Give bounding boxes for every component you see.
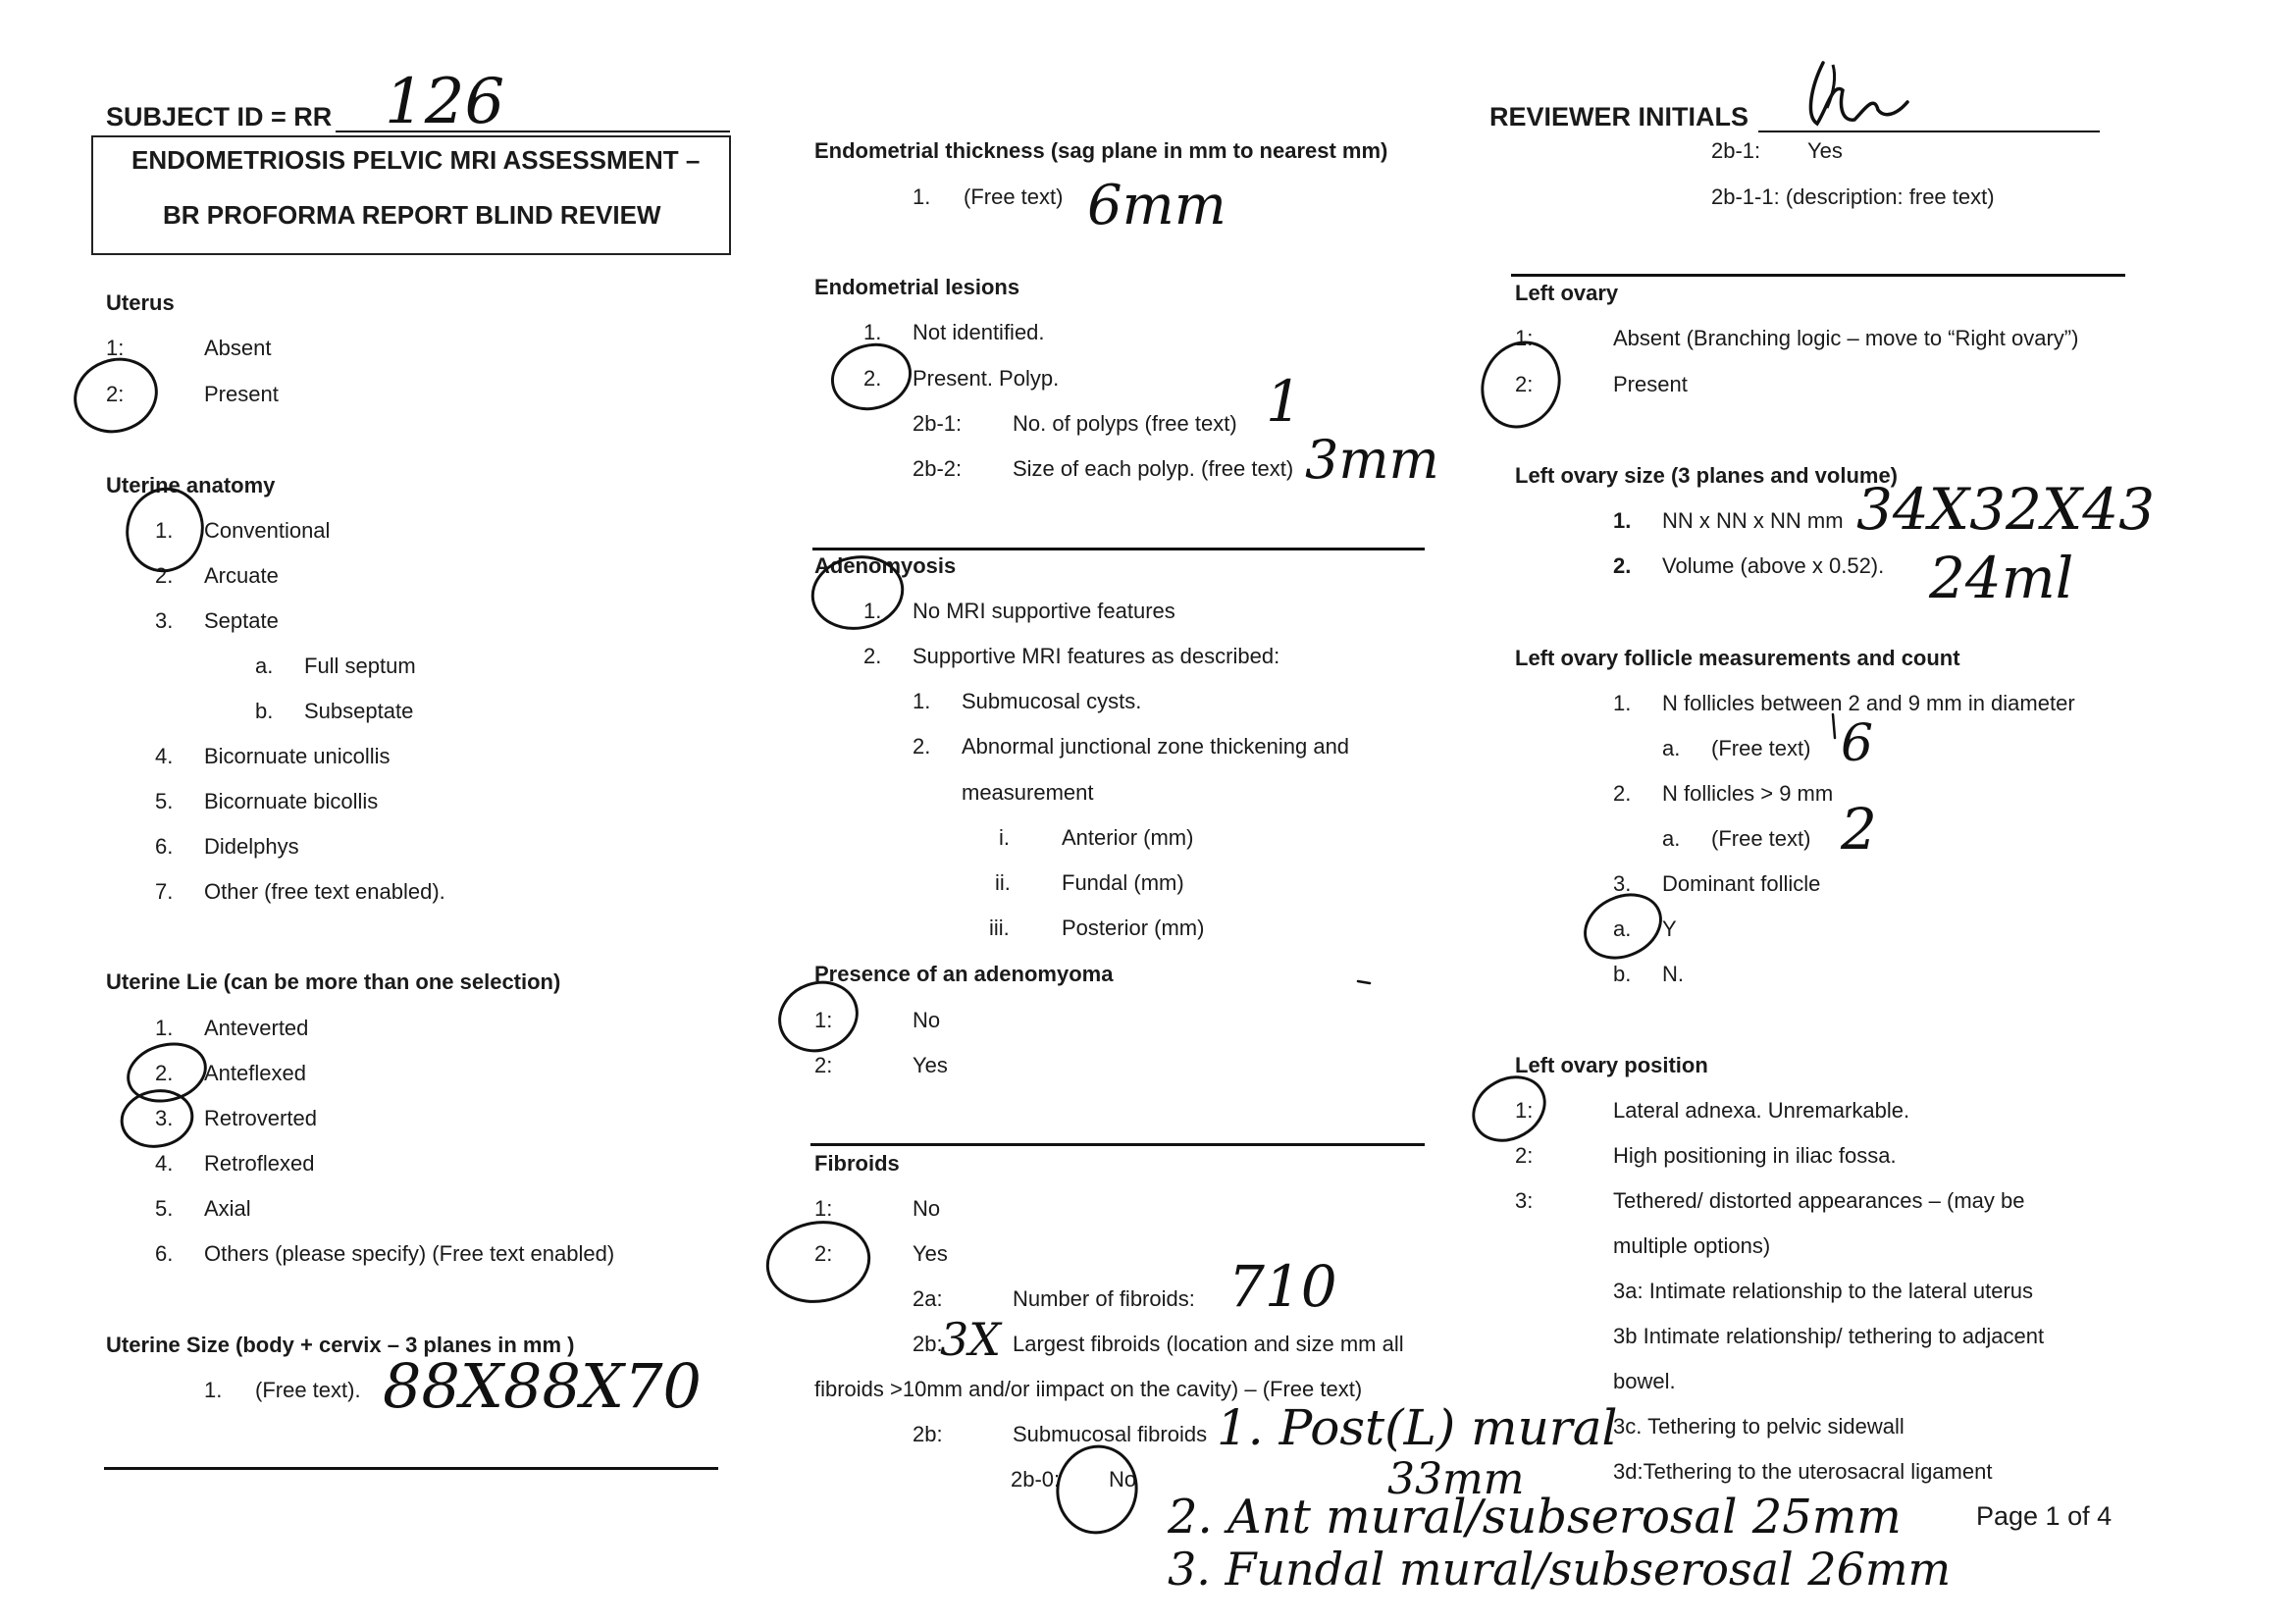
endometrial-thickness-value[interactable]: 6mm bbox=[1087, 174, 1226, 237]
adenomyoma-num: 1: bbox=[814, 1008, 833, 1032]
adenomyoma-opt-yes[interactable]: Yes bbox=[913, 1053, 948, 1077]
fibroid-count-value[interactable]: 710 bbox=[1228, 1253, 1337, 1320]
lie-opt-axial[interactable]: Axial bbox=[204, 1196, 251, 1221]
fibroids-sub-num: 2b-0: bbox=[1011, 1467, 1061, 1492]
fibroid-note-1[interactable]: 1. Post(L) mural bbox=[1217, 1399, 1618, 1456]
anatomy-num: a. bbox=[255, 654, 274, 678]
follicle-sub-num: a. bbox=[1662, 826, 1681, 851]
follicles-gt9mm-label: N follicles > 9 mm bbox=[1662, 781, 1834, 806]
endometrial-thickness-heading: Endometrial thickness (sag plane in mm to nearest mm) bbox=[814, 138, 1388, 163]
submucosal-fibroids-label: Submucosal fibroids bbox=[1013, 1422, 1208, 1446]
position-num: 3: bbox=[1515, 1188, 1534, 1213]
adenomyosis-sub-num: 2. bbox=[913, 734, 931, 759]
size-free-text-label: (Free text). bbox=[255, 1378, 361, 1402]
lie-opt-anteflexed[interactable]: Anteflexed bbox=[204, 1061, 306, 1085]
follicle-num: 3. bbox=[1613, 871, 1632, 896]
subject-id-value[interactable]: 126 bbox=[385, 66, 505, 138]
lie-num: 1. bbox=[155, 1016, 174, 1040]
fibroid-note-1-size[interactable]: 33mm bbox=[1387, 1454, 1525, 1504]
follicle-sub-num: a. bbox=[1613, 916, 1632, 941]
col3-rule-1 bbox=[1511, 274, 2125, 277]
anatomy-num: 1. bbox=[155, 518, 174, 543]
lesions-sub1-num: 2b-1: bbox=[913, 411, 963, 436]
fibroid-note-2[interactable]: 2. Ant mural/subserosal 25mm bbox=[1168, 1490, 1902, 1544]
uterine-anatomy-heading: Uterine anatomy bbox=[106, 473, 276, 497]
jz-num: i. bbox=[999, 825, 1010, 850]
polyp-size-label: Size of each polyp. (free text) bbox=[1013, 456, 1294, 481]
adenomyoma-num: 2: bbox=[814, 1053, 833, 1077]
left-ovary-opt-present[interactable]: Present bbox=[1613, 372, 1688, 396]
lie-opt-anteverted[interactable]: Anteverted bbox=[204, 1016, 309, 1040]
fibroids-num: 1: bbox=[814, 1196, 833, 1221]
anatomy-opt-bicornuate-bicollis[interactable]: Bicornuate bicollis bbox=[204, 789, 379, 813]
thickness-num: 1. bbox=[913, 184, 931, 209]
lesions-sub2-num: 2b-2: bbox=[913, 456, 963, 481]
follicle-heading: Left ovary follicle measurements and count bbox=[1515, 646, 1960, 670]
largest-fibroids-label-cont: fibroids >10mm and/or iimpact on the cavity) – (Free text) bbox=[814, 1377, 1363, 1401]
position-num: 1: bbox=[1515, 1098, 1534, 1123]
uterus-opt-absent[interactable]: Absent bbox=[204, 336, 272, 360]
left-ovary-opt-absent[interactable]: Absent (Branching logic – move to “Right ovary”) bbox=[1613, 326, 2079, 350]
page-number: Page 1 of 4 bbox=[1976, 1501, 2113, 1531]
uterus-opt2-num: 2: bbox=[106, 382, 125, 406]
position-tethered-cont: multiple options) bbox=[1613, 1233, 1771, 1258]
position-opt-3b-cont: bowel. bbox=[1613, 1369, 1676, 1393]
left-ovary-num: 2: bbox=[1515, 372, 1534, 396]
adenomyosis-heading: Adenomyosis bbox=[814, 553, 957, 578]
dominant-follicle-opt-no[interactable]: N. bbox=[1662, 962, 1684, 986]
anatomy-opt-other[interactable]: Other (free text enabled). bbox=[204, 879, 445, 904]
ovary-volume-value[interactable]: 24ml bbox=[1929, 545, 2074, 611]
size-num: 1. bbox=[204, 1378, 223, 1402]
anatomy-opt-subseptate[interactable]: Subseptate bbox=[304, 699, 414, 723]
jz-fundal[interactable]: Fundal (mm) bbox=[1062, 870, 1184, 895]
fibroids-opt-yes[interactable]: Yes bbox=[913, 1241, 948, 1266]
follicle-sub-num: a. bbox=[1662, 736, 1681, 760]
largest-fibroids-count[interactable]: 3X bbox=[940, 1313, 1002, 1366]
left-ovary-num: 1: bbox=[1515, 326, 1534, 350]
lie-num: 2. bbox=[155, 1061, 174, 1085]
lie-num: 6. bbox=[155, 1241, 174, 1266]
follicle-num: 2. bbox=[1613, 781, 1632, 806]
anatomy-num: b. bbox=[255, 699, 274, 723]
anatomy-opt-full-septum[interactable]: Full septum bbox=[304, 654, 416, 678]
circle-position-lateral bbox=[1462, 1065, 1556, 1153]
lie-opt-retroverted[interactable]: Retroverted bbox=[204, 1106, 317, 1130]
prev-section-description: 2b-1-1: (description: free text) bbox=[1711, 184, 1995, 209]
adenomyosis-opt-submucosal-cysts[interactable]: Submucosal cysts. bbox=[962, 689, 1142, 713]
adenomyosis-opt-no-features[interactable]: No MRI supportive features bbox=[913, 599, 1175, 623]
form-title-line2: BR PROFORMA REPORT BLIND REVIEW bbox=[163, 200, 661, 230]
fibroids-sub-num: 2b: bbox=[913, 1332, 943, 1356]
adenomyosis-opt-jz-thickening[interactable]: Abnormal junctional zone thickening and bbox=[962, 734, 1350, 759]
submucosal-opt-no[interactable]: No bbox=[1109, 1467, 1137, 1492]
fibroids-heading: Fibroids bbox=[814, 1151, 900, 1176]
fibroids-sub-num: 2a: bbox=[913, 1286, 943, 1311]
thickness-free-text-label: (Free text) bbox=[964, 184, 1064, 209]
reviewer-initials-label: REVIEWER INITIALS bbox=[1489, 102, 1749, 131]
reviewer-underline bbox=[1758, 131, 2100, 132]
uterus-heading: Uterus bbox=[106, 290, 175, 315]
anatomy-num: 7. bbox=[155, 879, 174, 904]
position-opt-lateral-adnexa[interactable]: Lateral adnexa. Unremarkable. bbox=[1613, 1098, 1910, 1123]
left-ovary-size-heading: Left ovary size (3 planes and volume) bbox=[1515, 463, 1899, 488]
follicles-2-9mm-free-text: (Free text) bbox=[1711, 736, 1811, 760]
prev-section-opt-yes[interactable]: Yes bbox=[1807, 138, 1843, 163]
largest-fibroids-label: Largest fibroids (location and size mm all bbox=[1013, 1332, 1404, 1356]
position-num: 2: bbox=[1515, 1143, 1534, 1168]
position-opt-3a[interactable]: 3a: Intimate relationship to the lateral uterus bbox=[1613, 1279, 2034, 1303]
dominant-follicle-opt-yes[interactable]: Y bbox=[1662, 916, 1677, 941]
follicles-2-9mm-value[interactable]: 6 bbox=[1841, 714, 1874, 773]
polyp-count-value[interactable]: 1 bbox=[1266, 368, 1302, 435]
fibroid-note-3[interactable]: 3. Fundal mural/subserosal 26mm bbox=[1168, 1543, 1952, 1596]
adenomyosis-num: 1. bbox=[863, 599, 882, 623]
follicles-2-9mm-label: N follicles between 2 and 9 mm in diameter bbox=[1662, 691, 2075, 715]
anatomy-opt-septate[interactable]: Septate bbox=[204, 608, 279, 633]
form-title-line1: ENDOMETRIOSIS PELVIC MRI ASSESSMENT – bbox=[131, 145, 701, 175]
lie-num: 5. bbox=[155, 1196, 174, 1221]
prev-section-num: 2b-1: bbox=[1711, 138, 1761, 163]
ovary-size-num: 1. bbox=[1613, 508, 1632, 533]
position-opt-3d[interactable]: 3d:Tethering to the uterosacral ligament bbox=[1613, 1459, 1993, 1484]
uterus-opt-present[interactable]: Present bbox=[204, 382, 279, 406]
subject-id-label: SUBJECT ID = RR bbox=[106, 102, 333, 131]
anatomy-num: 3. bbox=[155, 608, 174, 633]
follicles-gt9mm-free-text: (Free text) bbox=[1711, 826, 1811, 851]
lesions-num: 1. bbox=[863, 320, 882, 344]
uterine-size-value[interactable]: 88X88X70 bbox=[383, 1350, 702, 1422]
jz-num: ii. bbox=[995, 870, 1011, 895]
position-opt-3b[interactable]: 3b Intimate relationship/ tethering to adjacent bbox=[1613, 1324, 2045, 1348]
anatomy-num: 4. bbox=[155, 744, 174, 768]
adenomyoma-opt-no[interactable]: No bbox=[913, 1008, 941, 1032]
follicle-sub-num: b. bbox=[1613, 962, 1632, 986]
lie-num: 3. bbox=[155, 1106, 174, 1130]
position-opt-3c[interactable]: 3c. Tethering to pelvic sidewall bbox=[1613, 1414, 1905, 1439]
dominant-follicle-label: Dominant follicle bbox=[1662, 871, 1821, 896]
polyp-size-value[interactable]: 3mm bbox=[1305, 429, 1439, 491]
jz-num: iii. bbox=[989, 916, 1010, 940]
lie-num: 4. bbox=[155, 1151, 174, 1176]
lie-opt-others[interactable]: Others (please specify) (Free text enabled) bbox=[204, 1241, 615, 1266]
left-ovary-heading: Left ovary bbox=[1515, 281, 1619, 305]
adenomyosis-sub-num: 1. bbox=[913, 689, 931, 713]
lie-opt-retroflexed[interactable]: Retroflexed bbox=[204, 1151, 315, 1176]
anatomy-num: 2. bbox=[155, 563, 174, 588]
uterus-opt1-num: 1: bbox=[106, 336, 125, 360]
ovary-size-num: 2. bbox=[1613, 553, 1632, 578]
endometrial-lesions-heading: Endometrial lesions bbox=[814, 275, 1020, 299]
adenomyosis-opt-supportive[interactable]: Supportive MRI features as described: bbox=[913, 644, 1280, 668]
anatomy-num: 6. bbox=[155, 834, 174, 859]
anatomy-opt-arcuate[interactable]: Arcuate bbox=[204, 563, 279, 588]
follicle-num: 1. bbox=[1613, 691, 1632, 715]
anatomy-opt-bicornuate-unicollis[interactable]: Bicornuate unicollis bbox=[204, 744, 391, 768]
position-opt-high-iliac[interactable]: High positioning in iliac fossa. bbox=[1613, 1143, 1897, 1168]
col2-rule-2 bbox=[810, 1143, 1425, 1146]
lesions-opt-not-identified[interactable]: Not identified. bbox=[913, 320, 1045, 344]
jz-anterior[interactable]: Anterior (mm) bbox=[1062, 825, 1194, 850]
lesions-num: 2. bbox=[863, 366, 882, 391]
fibroid-count-label: Number of fibroids: bbox=[1013, 1286, 1195, 1311]
anatomy-opt-conventional[interactable]: Conventional bbox=[204, 518, 331, 543]
fibroids-num: 2: bbox=[814, 1241, 833, 1266]
adenomyosis-num: 2. bbox=[863, 644, 882, 668]
fibroids-sub-num: 2b: bbox=[913, 1422, 943, 1446]
adenomyoma-heading: Presence of an adenomyoma bbox=[814, 962, 1114, 986]
polyp-count-label: No. of polyps (free text) bbox=[1013, 411, 1237, 436]
lesions-opt-present-polyp[interactable]: Present. Polyp. bbox=[913, 366, 1060, 391]
follicles-gt9mm-value[interactable]: 2 bbox=[1841, 796, 1877, 863]
uterine-lie-heading: Uterine Lie (can be more than one selection) bbox=[106, 969, 561, 994]
adenomyosis-jz-thickening-cont: measurement bbox=[962, 780, 1094, 805]
jz-posterior[interactable]: Posterior (mm) bbox=[1062, 916, 1205, 940]
ovary-dimensions-value[interactable]: 34X32X43 bbox=[1856, 476, 2155, 543]
col1-bottom-rule bbox=[104, 1467, 718, 1470]
fibroids-opt-no[interactable]: No bbox=[913, 1196, 941, 1221]
anatomy-num: 5. bbox=[155, 789, 174, 813]
position-opt-tethered[interactable]: Tethered/ distorted appearances – (may be bbox=[1613, 1188, 2025, 1213]
uterine-size-heading: Uterine Size (body + cervix – 3 planes in mm ) bbox=[106, 1333, 575, 1357]
ovary-volume-label: Volume (above x 0.52). bbox=[1662, 553, 1885, 578]
ovary-dimensions-label: NN x NN x NN mm bbox=[1662, 508, 1844, 533]
anatomy-opt-didelphys[interactable]: Didelphys bbox=[204, 834, 299, 859]
ovary-position-heading: Left ovary position bbox=[1515, 1053, 1708, 1077]
col2-rule-1 bbox=[812, 548, 1425, 550]
